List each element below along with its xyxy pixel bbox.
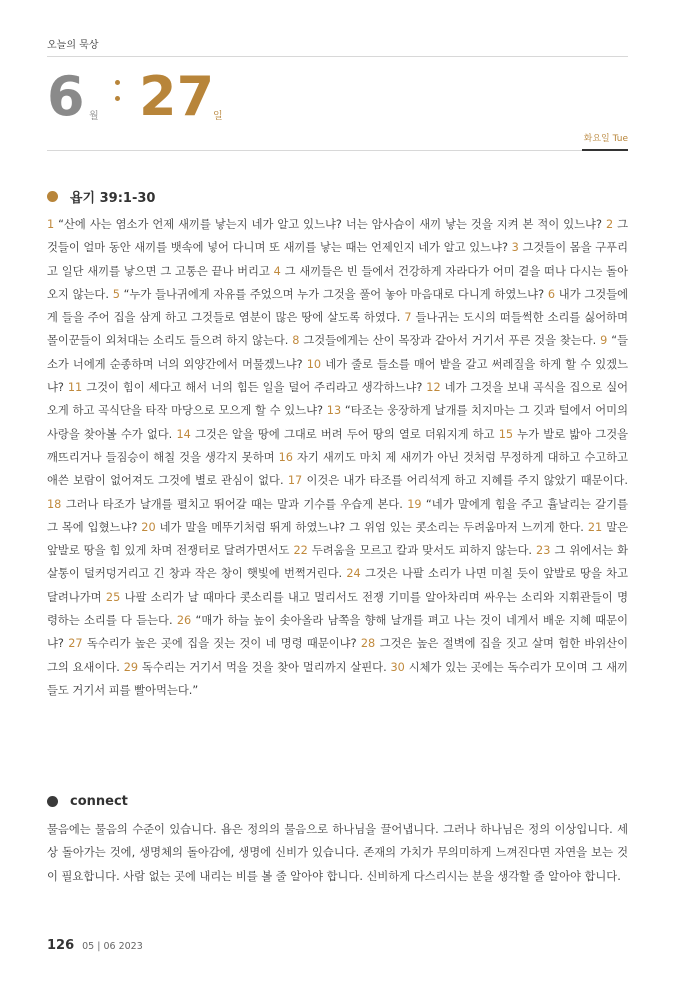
- month-number: 6: [47, 65, 85, 128]
- verse-text: 그것은 나팔 소리가 나면 미칠 듯이 앞발로 땅을 차고 달려나가며: [47, 567, 628, 604]
- verse-number: 27: [68, 637, 83, 651]
- verse-number: 22: [293, 544, 308, 558]
- verse-number: 23: [536, 544, 551, 558]
- verse-number: 4: [273, 264, 281, 278]
- verse-number: 21: [587, 520, 603, 534]
- verse-number: 20: [141, 520, 156, 534]
- connect-title: connect: [70, 794, 128, 809]
- date-display: [47, 62, 347, 132]
- verse-number: 25: [105, 590, 121, 604]
- verse-number: 26: [176, 614, 192, 628]
- verse-text: “타조는 웅장하게 날개를 치지마는 그 깃과 털에서 어미의 사랑을 찾아볼 수가 없다.: [47, 404, 628, 441]
- verse-number: 29: [123, 660, 139, 674]
- verse-text: 그 새끼들은 빈 들에서 건강하게 자라다가 어미 곁을 떠나 다시는 돌아오지 않는다.: [47, 264, 628, 301]
- date-colon: [115, 80, 121, 112]
- verse-text: 말은 앞발로 땅을 힘 있게 차며 전쟁터로 달려가면서도: [47, 520, 629, 558]
- verse-number: 17: [287, 474, 303, 488]
- verse-number: 6: [547, 287, 556, 301]
- verse-text: 그것들이 얼마 동안 새끼를 뱃속에 넣어 다니며 또 새끼를 낳는 때는 언제인지 네가 알고 있느냐?: [47, 218, 629, 255]
- verse-number: 19: [407, 497, 422, 511]
- verse-text: “누가 들나귀에게 자유를 주었으며 누가 그것을 풀어 놓아 마음대로 다니게 하였느냐?: [123, 287, 545, 301]
- verse-text: 그것은 높은 절벽에 집을 짓고 살며 험한 바위산이 그의 요새이다.: [47, 637, 628, 674]
- verse-number: 7: [404, 311, 412, 325]
- page-footer: [47, 938, 143, 953]
- verse-text: 네가 줄로 들소를 매어 밭을 갈고 써레질을 하게 할 수 있겠느냐?: [47, 357, 628, 395]
- verse-number: 14: [176, 427, 191, 441]
- verse-text: 그 위에서는 화살통이 덜커덩거리고 긴 창과 작은 창이 햇빛에 번쩍거린다.: [47, 544, 628, 581]
- verse-text: 내가 그것들에게 들을 주어 집을 삼게 하고 그것들로 염분이 많은 땅에 살도록 하였다.: [47, 287, 629, 325]
- verse-text: 나팔 소리가 날 때마다 콧소리를 내고 멀리서도 전쟁 기미를 알아차리며 싸우는 소리와 지휘관들이 명령하는 소리를 다 듣는다.: [47, 590, 628, 628]
- verse-text: 두려움을 모르고 칼과 맞서도 피하지 않는다.: [311, 544, 533, 558]
- verse-number: 8: [292, 334, 300, 348]
- connect-heading: [47, 794, 128, 809]
- verse-text: 자기 새끼도 마치 제 새끼가 아닌 것처럼 무정하게 대하고 수고하고 애쓴 보람이 없어져도 그것에 별로 관심이 없다.: [47, 450, 629, 488]
- verse-text: 네가 그것을 보내 곡식을 집으로 실어 오게 하고 곡식단을 타작 마당으로 모으게 할 수 있느냐?: [47, 381, 629, 418]
- verse-text: “매가 하늘 높이 솟아올라 남쪽을 향해 날개를 펴고 나는 것이 네게서 배운 지혜 때문이냐?: [47, 614, 628, 651]
- verse-number: 13: [326, 404, 342, 418]
- verse-text: 독수리는 거기서 먹을 것을 찾아 멀리까지 살핀다.: [141, 660, 387, 674]
- month-unit: 월: [89, 111, 99, 122]
- scripture-reference: 욥기 39:1-30: [70, 191, 156, 206]
- scripture-heading: [47, 187, 155, 206]
- verse-number: 16: [278, 450, 293, 464]
- verse-number: 2: [605, 218, 614, 231]
- verse-number: 15: [498, 427, 514, 441]
- verse-number: 10: [306, 357, 322, 371]
- verse-text: 독수리가 높은 곳에 집을 짓는 것이 네 명령 때문이냐?: [86, 637, 357, 651]
- date-divider: [47, 150, 628, 151]
- verse-number: 12: [426, 381, 441, 395]
- verse-number: 28: [360, 637, 376, 651]
- verse-text: 누가 발로 밟아 그것을 깨뜨리거나 들짐승이 해칠 것을 생각지 못하며: [47, 427, 629, 464]
- bullet-dot-icon: [47, 796, 58, 807]
- verse-text: “산에 사는 염소가 언제 새끼를 낳는지 네가 알고 있느냐? 너는 암사슴이 새끼 낳는 것을 지켜 본 적이 있느냐?: [58, 218, 602, 231]
- verse-number: 9: [600, 334, 608, 348]
- day-unit: 일: [213, 111, 223, 122]
- day-number: 27: [139, 65, 215, 128]
- verse-text: “들소가 너에게 순종하며 너의 외양간에서 머물겠느냐?: [47, 334, 628, 371]
- verse-number: 5: [112, 287, 120, 301]
- bullet-dot-icon: [47, 191, 58, 202]
- verse-text: 이것은 내가 타조를 어리석게 하고 지혜를 주지 않았기 때문이다.: [306, 474, 629, 488]
- connect-text: 물음에는 물음의 수준이 있습니다. 욥은 정의의 물음으로 하나님을 끌어냅니다. 그러나 하나님은 정의 이상입니다. 세상 돌아가는 것에, 생명체의 돌아감에, 생명에 신비가 있습니다. 존재의 가치가 무의미하게 느껴진다면 자연을 보는 것이 필요합니다. 사람 없는 곳에 내리는 비를 볼 줄 알아야 합니다. 신비하게 다스리시는 분을 생각할 줄 알아야 합니다.: [47, 823, 628, 883]
- verse-text: 그것들에게는 산이 목장과 같아서 거기서 푸른 것을 찾는다.: [303, 334, 597, 348]
- verse-number: 1: [47, 218, 55, 231]
- verse-text: 그것이 힘이 세다고 해서 너의 힘든 일을 덜어 주리라고 생각하느냐?: [86, 381, 423, 395]
- verse-number: 18: [47, 497, 62, 511]
- verse-number: 3: [511, 241, 519, 255]
- verse-text: 그것들이 몸을 구푸리고 일단 새끼를 낳으면 그 고통은 끝나 버리고: [47, 241, 628, 278]
- verse-text: 들나귀는 도시의 떠들썩한 소리를 싫어하며 몰이꾼들이 외쳐대는 소리도 들으려 하지 않는다.: [47, 311, 628, 348]
- verse-text: 네가 말을 메뚜기처럼 뛰게 하였느냐? 그 위엄 있는 콧소리는 두려움마저 느끼게 한다.: [159, 520, 584, 534]
- issue-date: 05 | 06 2023: [82, 941, 143, 952]
- page-number: 126: [47, 938, 75, 953]
- top-divider: [47, 56, 628, 57]
- weekday-label: 화요일 Tue: [583, 134, 628, 144]
- verse-number: 11: [67, 381, 83, 395]
- scripture-text: [47, 213, 628, 702]
- verse-number: 24: [346, 567, 361, 581]
- weekday-underline: [582, 149, 628, 151]
- section-title: 오늘의 묵상: [47, 40, 99, 51]
- verse-text: 그러나 타조가 날개를 펼치고 뛰어갈 때는 말과 기수를 우습게 본다.: [65, 497, 403, 511]
- verse-number: 30: [390, 660, 405, 674]
- verse-text: “네가 말에게 힘을 주고 휼날리는 갈기를 그 목에 입혔느냐?: [47, 497, 628, 534]
- verse-text: 시체가 있는 곳에는 독수리가 모이며 그 새끼들도 거기서 피를 빨아먹는다.”: [47, 660, 629, 697]
- verse-text: 그것은 알을 땅에 그대로 버려 두어 땅의 열로 더워지게 하고: [195, 427, 495, 441]
